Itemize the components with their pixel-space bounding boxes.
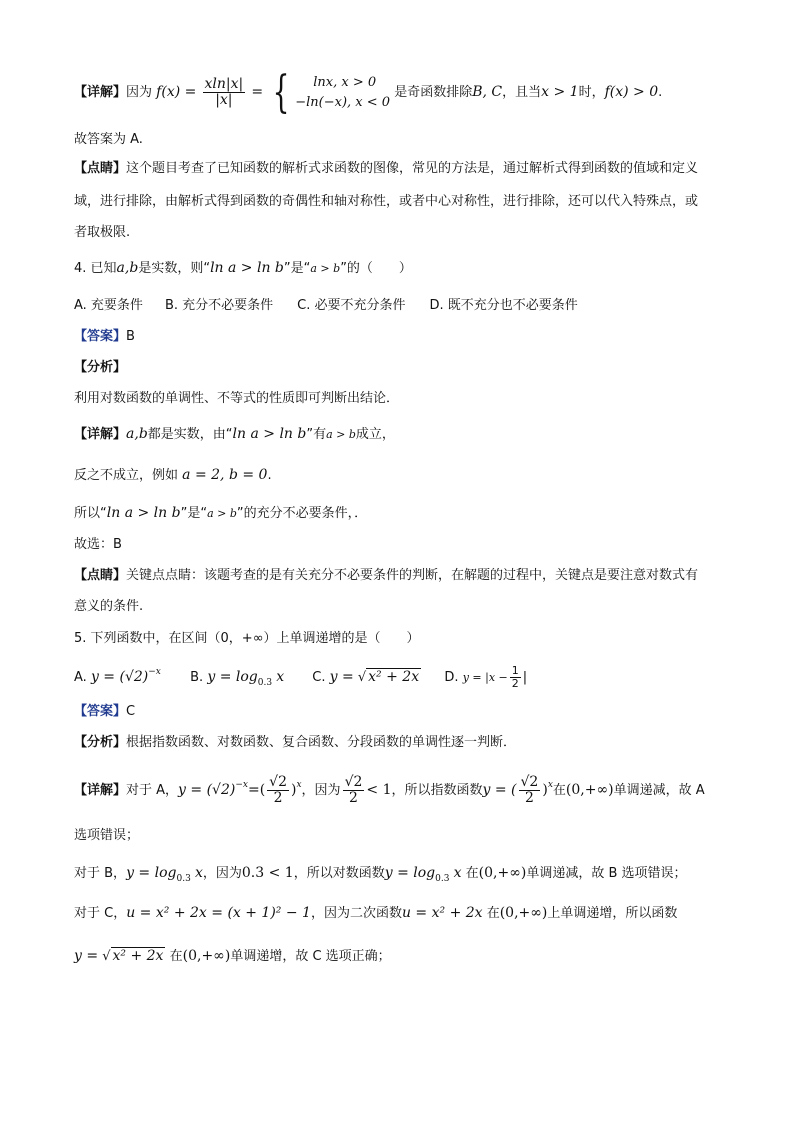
q4-options xyxy=(74,297,596,315)
q4-detail-1 xyxy=(74,425,395,444)
text: 都是实数，由“ xyxy=(147,427,233,442)
text: 对于 C， xyxy=(74,906,127,921)
fraction xyxy=(267,775,289,806)
q3-answer-line: 故答案为 A. xyxy=(74,132,143,147)
formula: ln a > ln b xyxy=(210,260,284,276)
q5-analysis xyxy=(74,734,516,752)
formula: y = log xyxy=(384,865,436,881)
formula: ) xyxy=(542,782,548,798)
formula: (0,+∞) xyxy=(478,865,527,881)
q5-detail-c2: y = √ x² + 2x 在(0,+∞)单调递增，故 C 选项正确； xyxy=(74,948,391,964)
formula: a > b xyxy=(207,507,237,520)
exponent: −x xyxy=(148,667,161,677)
option-c: C. y = √ x² + 2x xyxy=(312,669,420,685)
exponent: x xyxy=(296,780,302,790)
fraction xyxy=(519,775,541,806)
comment-tag: 【点睛】 xyxy=(74,568,127,583)
formula: y = ( xyxy=(482,782,517,798)
q5-stem: 5. 下列函数中，在区间（0，+∞）上单调递增的是（ ） xyxy=(74,631,420,646)
text: 在 xyxy=(552,783,566,798)
q4-answer xyxy=(74,328,135,346)
q5-answer xyxy=(74,703,135,721)
q5-options xyxy=(74,662,527,692)
text: 是实数，则“ xyxy=(138,261,211,276)
formula: | xyxy=(522,670,528,685)
text: 因为 xyxy=(126,85,153,100)
option-a xyxy=(74,662,186,694)
text: 单调递增，故 C 选项正确； xyxy=(230,949,391,964)
option-c: C. 必要不充分条件 xyxy=(297,298,406,313)
text: ，所以对数函数 xyxy=(293,866,385,881)
formula: (0,+∞) xyxy=(182,948,231,964)
case-2: −ln(−x), x < 0 xyxy=(295,94,391,110)
q4-detail-4: 故选：B xyxy=(74,537,122,552)
text: 关键点点睛：该题考查的是有关充分不必要条件的判断，在解题的过程中，关键点是要注意对数式有 xyxy=(126,568,699,583)
q4-comment-1 xyxy=(74,567,698,585)
option-label: D. xyxy=(444,670,459,685)
denominator: |x| xyxy=(215,92,233,108)
text: ，且当 xyxy=(502,85,542,100)
option-d xyxy=(444,664,528,690)
subscript: 0.3 xyxy=(257,678,273,688)
q4-stem xyxy=(74,259,412,278)
q4-comment-2: 意义的条件. xyxy=(74,599,144,614)
formula: u = x² + 2x = (x + 1)² − 1 xyxy=(126,905,311,921)
formula: y = |x − xyxy=(462,671,508,684)
text: ，所以指数函数 xyxy=(391,783,483,798)
q5-detail-c xyxy=(74,904,677,923)
subscript: 0.3 xyxy=(435,874,450,884)
piecewise-cases xyxy=(295,73,390,113)
formula: y = log xyxy=(126,865,177,881)
answer-tag: 【答案】 xyxy=(74,704,127,719)
formula: ln a > ln b xyxy=(232,426,307,442)
answer-tag: 【答案】 xyxy=(74,329,127,344)
text: ，因为 xyxy=(202,866,242,881)
text: ”的（ ） xyxy=(340,261,412,276)
option-label: A. xyxy=(74,670,87,685)
answer-value: B xyxy=(126,329,135,344)
comment-tag: 【点睛】 xyxy=(74,161,127,176)
text: . xyxy=(267,468,272,483)
text: 是奇函数排除 xyxy=(394,85,473,100)
detail-tag: 【详解】 xyxy=(74,85,127,100)
text: ”有 xyxy=(306,427,327,442)
text: 在 xyxy=(465,866,479,881)
text: 成立， xyxy=(355,427,395,442)
formula: u = x² + 2x xyxy=(401,905,483,921)
formula: < 1 xyxy=(366,782,392,798)
formula: ln a > ln b xyxy=(106,505,181,521)
text: 反之不成立，例如 xyxy=(74,468,179,483)
formula: x xyxy=(194,865,203,881)
text: 单调递减，故 A xyxy=(613,783,705,798)
q5-detail-b xyxy=(74,864,687,884)
formula: B, C xyxy=(472,84,503,100)
text: . xyxy=(658,85,663,100)
q4-detail-3 xyxy=(74,504,367,523)
formula: a > b xyxy=(310,262,341,275)
numerator: √2 xyxy=(344,774,363,790)
text: ”是“ xyxy=(283,261,311,276)
detail-tag: 【详解】 xyxy=(74,427,127,442)
exponent: −x xyxy=(235,780,248,790)
formula: 0.3 < 1 xyxy=(241,865,294,881)
q3-comment-line-2: 域，进行排除，由解析式得到函数的奇偶性和轴对称性，或者中心对称性，进行排除，还可以代入特殊点，或 xyxy=(74,194,699,209)
formula: y = xyxy=(329,669,354,685)
option-b xyxy=(190,662,308,694)
formula: (0,+∞) xyxy=(499,905,548,921)
formula: y = xyxy=(74,948,99,964)
option-d: D. 既不充分也不必要条件 xyxy=(429,298,578,313)
option-a: A. 充要条件 xyxy=(74,298,143,313)
formula: a > b xyxy=(326,428,356,441)
q3-comment-line-3: 者取极限. xyxy=(74,225,131,240)
case-1: lnx, x > 0 xyxy=(313,74,377,90)
text: 在 xyxy=(486,906,500,921)
numerator: 1 xyxy=(511,664,519,677)
q4-detail-2 xyxy=(74,466,272,485)
formula: f(x) > 0 xyxy=(604,84,659,100)
q3-detail-line xyxy=(74,66,663,118)
formula: a,b xyxy=(116,260,139,276)
formula: a,b xyxy=(126,426,148,442)
q5-detail-a xyxy=(74,768,705,812)
text: ”是“ xyxy=(180,506,208,521)
brace: { xyxy=(272,66,290,118)
radicand: x² + 2x xyxy=(112,948,164,964)
exponent: x xyxy=(547,780,553,790)
equals: = xyxy=(251,84,264,100)
option-label: C. xyxy=(312,670,326,685)
option-label: B. xyxy=(190,670,204,685)
text: 时， xyxy=(578,85,605,100)
formula: x xyxy=(453,865,462,881)
formula: =( xyxy=(247,782,266,798)
q5-detail-a-end: 选项错误； xyxy=(74,828,140,843)
denominator: 2 xyxy=(511,677,519,690)
formula: y = log xyxy=(207,669,258,685)
numerator: √2 xyxy=(520,774,539,790)
text: 这个题目考查了已知函数的解析式求函数的图像，常见的方法是，通过解析式得到函数的值域和定义 xyxy=(126,161,699,176)
formula: (0,+∞) xyxy=(565,782,614,798)
text: ，因为 xyxy=(301,783,341,798)
option-b: B. 充分不必要条件 xyxy=(164,298,274,313)
detail-tag: 【详解】 xyxy=(74,783,127,798)
text: 单调递减，故 B 选项错误； xyxy=(526,866,687,881)
analysis-tag: 【分析】 xyxy=(74,735,127,750)
denominator: 2 xyxy=(273,790,283,806)
denominator: 2 xyxy=(524,790,534,806)
subscript: 0.3 xyxy=(176,874,191,884)
formula: x > 1 xyxy=(541,84,579,100)
fraction xyxy=(203,77,246,108)
text: 根据指数函数、对数函数、复合函数、分段函数的单调性逐一判断． xyxy=(126,735,517,750)
analysis-tag: 【分析】 xyxy=(74,360,127,375)
formula: ) xyxy=(291,782,297,798)
text: 在 xyxy=(169,949,183,964)
radicand: x² + 2x xyxy=(368,669,420,685)
text: ”的充分不必要条件，． xyxy=(236,506,368,521)
text: 对于 A， xyxy=(126,783,179,798)
fraction xyxy=(343,775,365,806)
fraction xyxy=(510,665,521,690)
text: 上单调递增，所以函数 xyxy=(547,906,678,921)
numerator: xln|x| xyxy=(204,76,244,92)
q4-analysis-tag xyxy=(74,359,126,377)
formula: y = (√2) xyxy=(178,782,236,798)
q3-comment-line-1 xyxy=(74,160,698,178)
answer-value: C xyxy=(126,704,136,719)
formula: y = (√2) xyxy=(90,669,149,685)
formula: x xyxy=(276,669,285,685)
q4-analysis: 利用对数函数的单调性、不等式的性质即可判断出结论． xyxy=(74,391,400,406)
text: 4. 已知 xyxy=(74,261,117,276)
text: 对于 B， xyxy=(74,866,127,881)
text: ，因为二次函数 xyxy=(310,906,402,921)
denominator: 2 xyxy=(349,790,358,806)
formula: a = 2, b = 0 xyxy=(182,467,268,483)
formula: f(x) = xyxy=(156,84,197,100)
text: 所以“ xyxy=(74,506,107,521)
numerator: √2 xyxy=(269,774,287,790)
